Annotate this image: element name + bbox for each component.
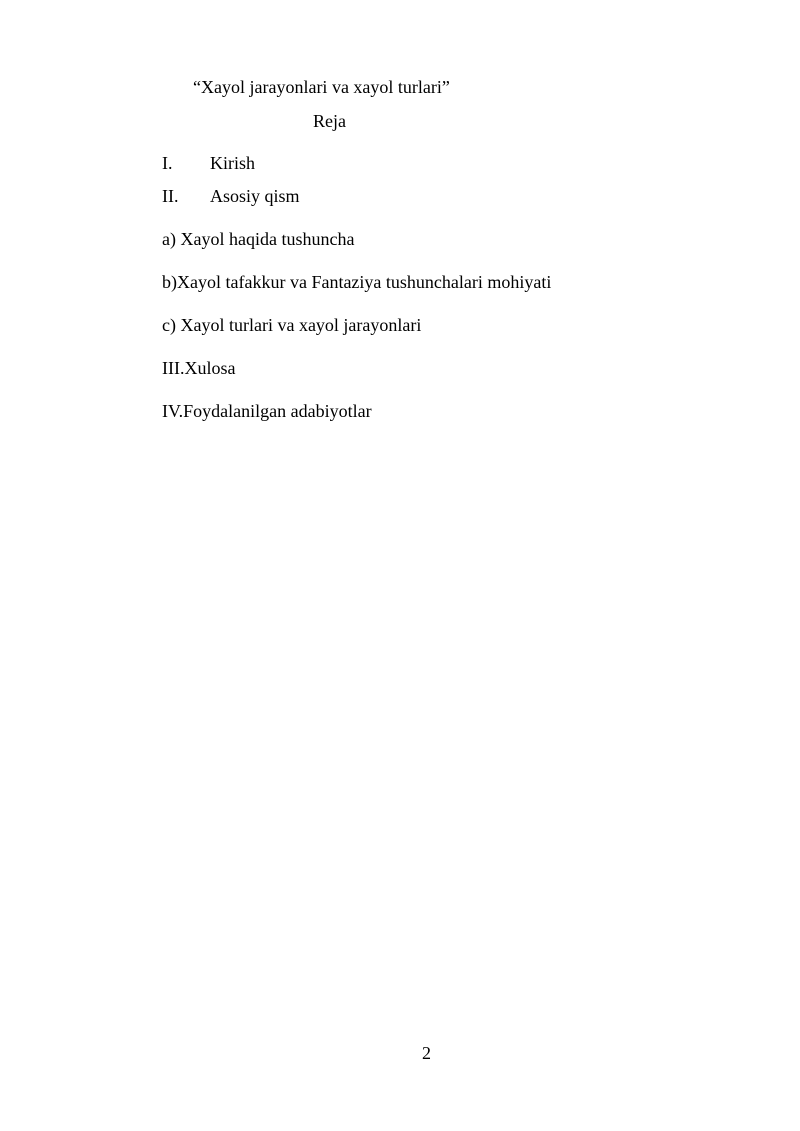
plan-item-introduction xyxy=(162,152,362,174)
plan-item-main-part xyxy=(162,185,362,207)
subitem-b: b)Xayol tafakkur va Fantaziya tushunchalari mohiyati xyxy=(162,272,552,292)
plan-item-conclusion: III.Xulosa xyxy=(162,358,236,378)
plan-item-references: IV.Foydalanilgan adabiyotlar xyxy=(162,401,372,421)
plan-item-label: Kirish xyxy=(210,153,255,173)
document-title: “Xayol jarayonlari va xayol turlari” xyxy=(193,77,450,97)
plan-heading: Reja xyxy=(313,111,346,131)
subitem-a: a) Xayol haqida tushuncha xyxy=(162,229,355,249)
page-number: 2 xyxy=(422,1043,431,1063)
plan-item-number: II. xyxy=(162,186,179,206)
plan-item-label: Asosiy qism xyxy=(210,186,300,206)
plan-item-number: I. xyxy=(162,153,173,173)
subitem-c: c) Xayol turlari va xayol jarayonlari xyxy=(162,315,422,335)
